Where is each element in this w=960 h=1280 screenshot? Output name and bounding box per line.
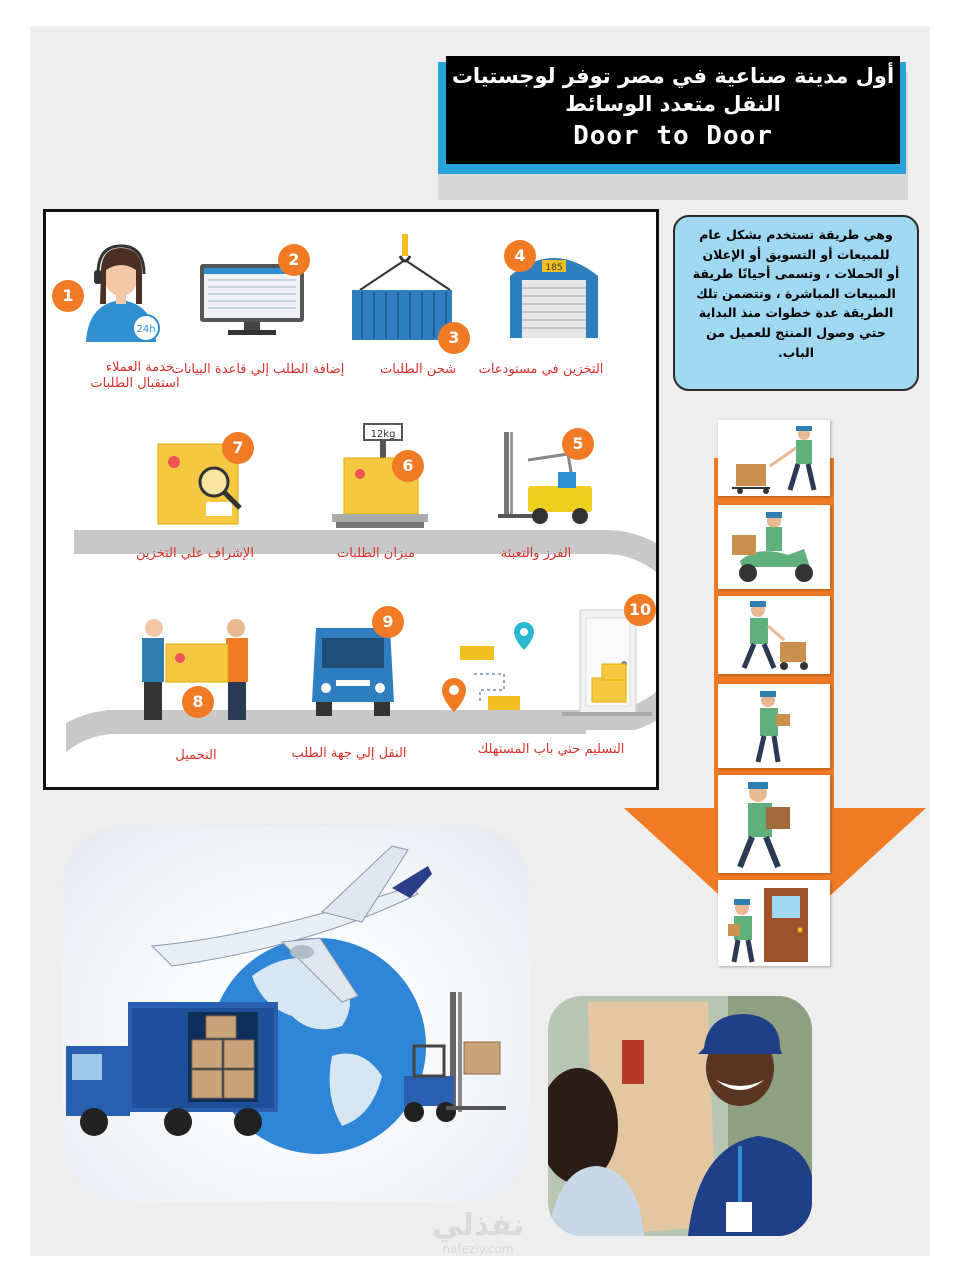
courier-delivery-photo <box>548 996 812 1236</box>
header-title-line2: النقل متعدد الوسائط <box>565 92 781 116</box>
header-title-line1: أول مدينة صناعية في مصر توفر لوجستيات <box>451 64 895 88</box>
step-1-label: خدمة العملاء <box>105 360 175 375</box>
courier-trolley-icon <box>718 420 830 496</box>
step-4-badge: 4 <box>504 240 536 272</box>
delivery-card-6 <box>718 880 830 966</box>
courier-walking-trolley-icon <box>718 596 830 674</box>
airplane-globe-truck-image <box>62 826 530 1202</box>
watermark <box>418 1210 538 1256</box>
step-10-badge: 10 <box>624 594 656 626</box>
step-2-badge: 2 <box>278 244 310 276</box>
courier-at-door-icon <box>718 880 830 966</box>
svg-text:24h: 24h <box>136 324 156 335</box>
step-5-label: الفرز والتعبئة <box>500 546 572 561</box>
info-line: وهي طريقة تستخدم بشكل عام <box>699 227 893 242</box>
info-line: الطريقة عدة خطوات منذ البداية <box>698 305 894 321</box>
delivery-card-5 <box>718 775 830 873</box>
step-2-label: إضافة الطلب إلي قاعدة البيانات <box>171 362 345 377</box>
delivery-card-3 <box>718 596 830 674</box>
step-7-badge: 7 <box>222 432 254 464</box>
info-line: حتي وصول المنتج للعميل من <box>706 324 886 340</box>
info-line: الباب. <box>777 344 815 360</box>
step-3-label: شحن الطلبات <box>380 362 456 377</box>
scale-reading: 12kg <box>370 429 396 440</box>
step-4-label: التخزين في مستودعات <box>478 362 604 377</box>
step-3-badge: 3 <box>438 322 470 354</box>
watermark-url: nafezly.com <box>442 1242 514 1256</box>
road-curve-left <box>66 710 146 790</box>
courier-handing-box-image <box>548 996 812 1236</box>
map-route-icon <box>434 618 544 718</box>
step-5-badge: 5 <box>562 428 594 460</box>
delivery-card-2 <box>718 505 830 589</box>
courier-carrying-box-icon <box>718 775 830 873</box>
call-center-agent-icon <box>76 242 166 342</box>
info-line: أو الحملات ، وتسمى أحيانًا طريقة <box>692 266 900 282</box>
header-banner <box>446 56 900 164</box>
step-8-label: التحميل <box>175 748 217 763</box>
delivery-card-4 <box>718 684 830 768</box>
courier-scooter-icon <box>718 505 830 589</box>
steps-infographic <box>43 209 659 790</box>
step-1-label2: استقبال الطلبات <box>90 376 180 391</box>
delivery-card-1 <box>718 420 830 496</box>
step-6-label: ميزان الطلبات <box>336 546 415 561</box>
step-7-label: الإشراف علي التخزين <box>136 546 254 561</box>
container-crane-icon <box>346 234 456 344</box>
step-9-label: النقل إلي جهة الطلب <box>291 746 407 761</box>
step-9-badge: 9 <box>372 606 404 638</box>
logistics-photo <box>62 826 530 1202</box>
warehouse-number: 185 <box>545 263 563 273</box>
step-10-label: التسليم حتي باب المستهلك <box>477 742 625 757</box>
step-6-badge: 6 <box>392 450 424 482</box>
courier-walking-icon <box>718 684 830 768</box>
info-line: المبيعات المباشرة ، وتتضمن تلك <box>696 285 896 301</box>
step-8-badge: 8 <box>182 686 214 718</box>
header-title-english: Door to Door <box>573 121 773 151</box>
step-1-badge: 1 <box>52 280 84 312</box>
info-line: للمبيعات أو التسويق أو الإعلان <box>702 246 890 262</box>
watermark-arabic: نفذلي <box>432 1208 524 1243</box>
info-box <box>673 215 919 391</box>
